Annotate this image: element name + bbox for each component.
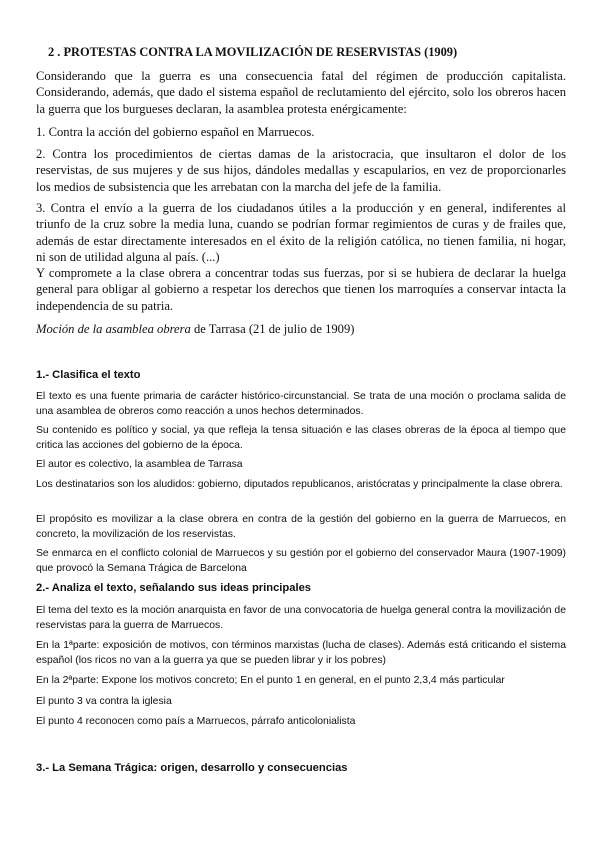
source-citation [36,321,566,337]
point-2: 2. Contra los procedimientos de ciertas damas de la aristocracia, que insultaron el dolor de los reservistas, de sus mujeres y de sus hijos, dándoles medallas y escapularios, en vez de proporcionarles los medios de subsistencia que les arrebatan con la marcha del jefe de la familia. [36,147,566,194]
answer-paragraph: En la 1ªparte: exposición de motivos, con términos marxistas (lucha de clases). Además está criticando el sistema español (los ricos no van a la guerra ya que se pueden librar y ir los pobres) [36,640,566,666]
point-3: 3. Contra el envío a la guerra de los ciudadanos útiles a la producción y en general, indiferentes al triunfo de la cruz sobre la media luna, cuando se podrían formar regimientos de curas y de frailes que, además de estar directamente interesados en el éxito de la religión católica, no tienen familia, ni hogar, ni son de utilidad alguna al país. (...) [36,201,566,265]
answer-paragraph: El punto 4 reconocen como país a Marruecos, párrafo anticolonialista [36,716,356,727]
question-2-heading: 2.- Analiza el texto, señalando sus ideas principales [36,582,312,594]
answer-paragraph: Los destinatarios son los aludidos: gobierno, diputados republicanos, aristócratas y principalmente la clase obrera. [36,479,563,490]
answer-paragraph: Se enmarca en el conflicto colonial de Marruecos y su gestión por el gobierno del conservador Maura (1907-1909) que provocó la Semana Trágica de Barcelona [36,548,566,574]
document-title: 2 . PROTESTAS CONTRA LA MOVILIZACIÓN DE RESERVISTAS (1909) [48,45,458,59]
source-citation-italic: Moción de la asamblea obrera [36,322,191,336]
source-citation-rest: de Tarrasa (21 de julio de 1909) [190,322,355,336]
intro-paragraph: Considerando que la guerra es una consecuencia fatal del régimen de producción capitalista. Considerando, además, que dado el sistema español de reclutamiento del ejército, solo los obreros hacen la guerra que los burgueses declaran, la asamblea protesta enérgicamente: [36,69,566,116]
answer-paragraph: El punto 3 va contra la iglesia [36,696,172,707]
answer-paragraph: En la 2ªparte: Expone los motivos concreto; En el punto 1 en general, en el punto 2,3,4 más particular [36,675,505,686]
point-1: 1. Contra la acción del gobierno español en Marruecos. [36,125,315,139]
question-1-heading: 1.- Clasifica el texto [36,369,141,381]
question-3-heading: 3.- La Semana Trágica: origen, desarrollo y consecuencias [36,762,348,774]
answer-paragraph: El propósito es movilizar a la clase obrera en contra de la gestión del gobierno en la guerra de Marruecos, en concreto, la movilización de los reservistas. [36,514,566,540]
answer-paragraph: El autor es colectivo, la asamblea de Tarrasa [36,459,243,470]
closing-paragraph: Y compromete a la clase obrera a concentrar todas sus fuerzas, por si se hubiera de declarar la huelga general para obligar al gobierno a respetar los derechos que tienen los marroquíes a conservar intacta la independencia de su patria. [36,266,566,313]
answer-paragraph: El tema del texto es la moción anarquista en favor de una convocatoria de huelga general contra la movilización de reservistas para la guerra de Marruecos. [36,605,566,631]
answer-paragraph: Su contenido es político y social, ya que refleja la tensa situación e las clases obreras de la época al tiempo que critica las acciones del gobierno de la época. [36,425,566,451]
answer-paragraph: El texto es una fuente primaria de carácter histórico-circunstancial. Se trata de una moción o proclama salida de una asamblea de obreros como reacción a unos hechos determinados. [36,391,566,417]
